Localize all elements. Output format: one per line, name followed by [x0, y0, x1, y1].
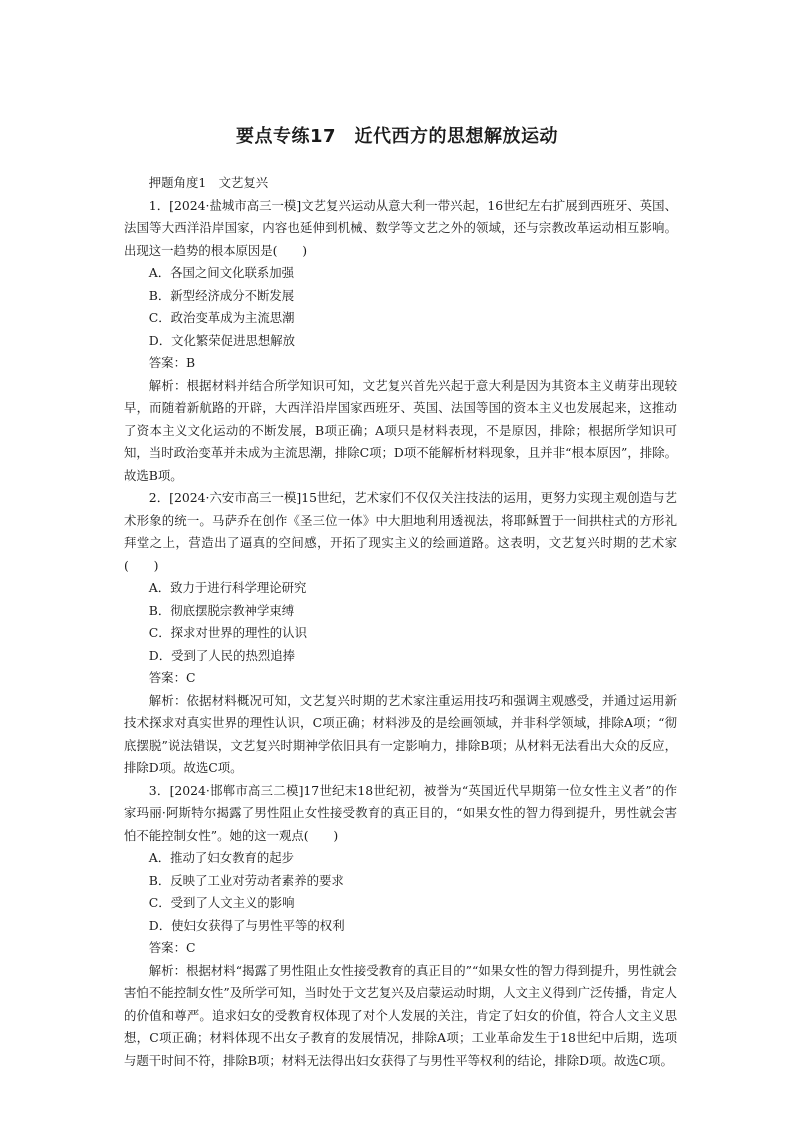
option-c: C．政治变革成为主流思潮: [148, 310, 295, 325]
option-d: D．使妇女获得了与男性平等的权利: [148, 917, 345, 933]
option-b: B．新型经济成分不断发展: [148, 287, 295, 303]
analysis: 解析：依据材料概况可知，文艺复兴时期的艺术家注重运用技巧和强调主观感受，并通过运用新技术探求对真实世界的理性认识，C项正确；材料涉及的是绘画领域，并非科学领域，排除A项；“彻底摆脱”说法错误，文艺复兴时期神学依旧具有一定影响力，排除B项；从材料无法看出大众的反应，排除D项。故选C项。: [124, 692, 677, 775]
answer: 答案：C: [148, 670, 196, 685]
analysis: 解析：根据材料并结合所学知识可知，文艺复兴首先兴起于意大利是因为其资本主义萌芽出现较早，而随着新航路的开辟，大西洋沿岸国家西班牙、英国、法国等国的资本主义也发展起来，这推动了资本主义文化运动的不断发展，B项正确；A项只是材料表现，不是原因，排除；根据所学知识可知，当时政治变革并未成为主流思潮，排除C项；D项不能解析材料现象，且并非“根本原因”，排除。故选B项。: [124, 377, 677, 483]
option-a: A．推动了妇女教育的起步: [148, 850, 295, 865]
option-b: B．反映了工业对劳动者素养的要求: [148, 872, 344, 888]
question-block-3: [124, 780, 677, 1073]
option-a: A．各国之间文化联系加强: [148, 265, 295, 280]
option-d: D．受到了人民的热烈追捧: [148, 647, 296, 663]
document-body: [124, 172, 677, 1072]
question-block-2: [124, 487, 677, 780]
section-heading: 押题角度1 文艺复兴: [148, 175, 269, 190]
answer: 答案：B: [148, 355, 196, 370]
option-c: C．受到了人文主义的影响: [148, 895, 295, 910]
question-block-1: [124, 195, 677, 488]
answer: 答案：C: [148, 940, 196, 955]
option-b: B．彻底摆脱宗教神学束缚: [148, 602, 295, 618]
page-title: 要点专练17 近代西方的思想解放运动: [235, 126, 559, 147]
option-d: D．文化繁荣促进思想解放: [148, 332, 296, 348]
question-stem: 1．[2024·盐城市高三一模]文艺复兴运动从意大利一带兴起，16世纪左右扩展到西班牙、英国、法国等大西洋沿岸国家，内容也延伸到机械、数学等文艺之外的领域，还与宗教改革运动相互影响。出现这一趋势的根本原因是( ): [124, 197, 677, 258]
option-c: C．探求对世界的理性的认识: [148, 625, 307, 640]
analysis: 解析：根据材料“揭露了男性阻止女性接受教育的真正目的”“如果女性的智力得到提升，男性就会害怕不能控制女性”及所学可知，当时处于文艺复兴及启蒙运动时期，人文主义得到广泛传播，肯定人的价值和尊严。追求妇女的受教育权体现了对个人发展的关注，肯定了妇女的价值，符合人文主义思想，C项正确；材料体现不出女子教育的发展情况，排除A项；工业革命发生于18世纪中后期，选项与题干时间不符，排除B项；材料无法得出妇女获得了与男性平等权利的结论，排除D项。故选C项。: [124, 962, 677, 1068]
question-stem: 3．[2024·邯郸市高三二模]17世纪末18世纪初，被誉为“英国近代早期第一位女性主义者”的作家玛丽·阿斯特尔揭露了男性阻止女性接受教育的真正目的，“如果女性的智力得到提升，男性就会害怕不能控制女性”。她的这一观点( ): [124, 782, 677, 843]
question-stem: 2．[2024·六安市高三一模]15世纪，艺术家们不仅仅关注技法的运用，更努力实现主观创造与艺术形象的统一。马萨乔在创作《圣三位一体》中大胆地利用透视法，将耶稣置于一间拱柱式的方形礼拜堂之上，营造出了逼真的空间感，开拓了现实主义的绘画道路。这表明，文艺复兴时期的艺术家( ): [124, 490, 677, 573]
option-a: A．致力于进行科学理论研究: [148, 580, 307, 595]
